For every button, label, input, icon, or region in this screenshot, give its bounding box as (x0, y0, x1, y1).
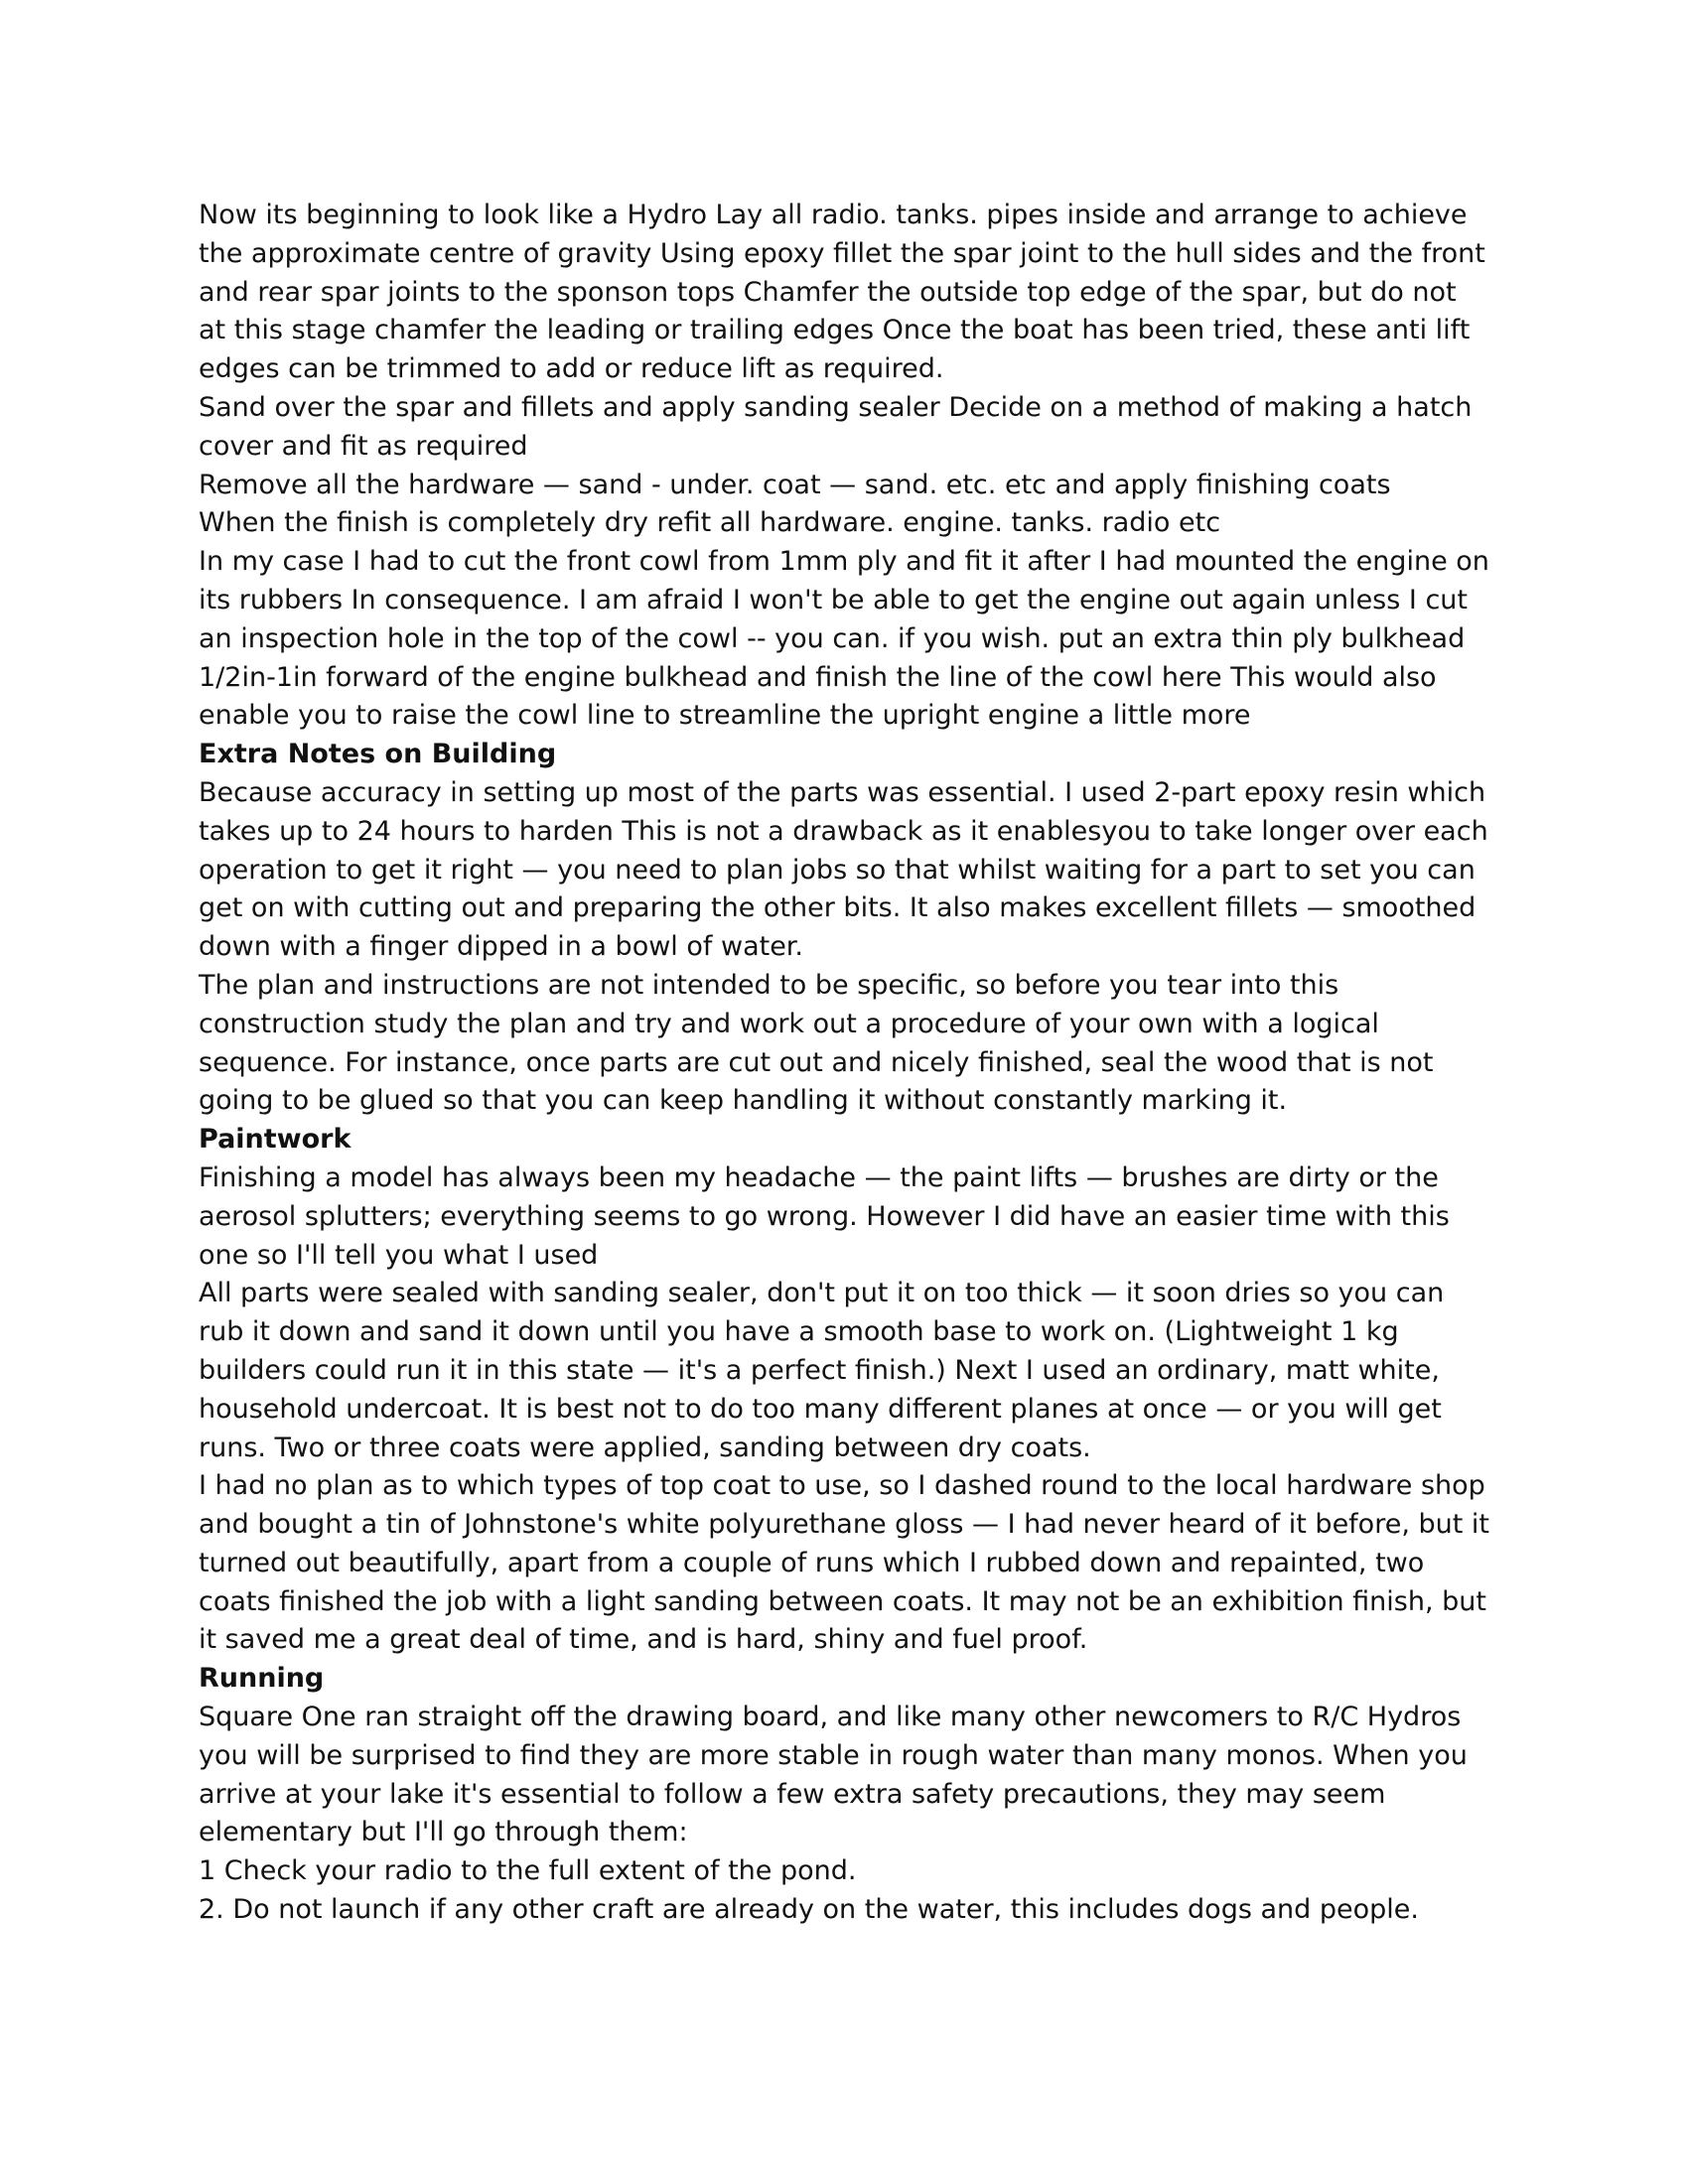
paragraph-epoxy-resin: Because accuracy in setting up most of the parts was essential. I used 2-part epoxy resin which takes up to 24 hours to harden This is not a drawback as it enablesyou to take longer over each operation to get it right — you need to plan jobs so that whilst waiting for a part to set you can get on with cutting out and preparing the other bits. It also makes excellent fillets — smoothed down with a finger dipped in a bowl of water. (199, 776, 1488, 963)
heading-extra-notes: Extra Notes on Building (199, 739, 557, 770)
paragraph-plan-instructions: The plan and instructions are not intended to be specific, so before you tear into this construction study the plan and try and work out a procedure of your own with a logical sequence. For instance, once parts are cut out and nicely finished, seal the wood that is not going to be glued so that you can keep handling it without constantly marking it. (199, 969, 1434, 1117)
paragraph-do-not-launch: 2. Do not launch if any other craft are already on the water, this includes dogs and people. (199, 1894, 1419, 1926)
paragraph-refit-hardware: When the finish is completely dry refit all hardware. engine. tanks. radio etc (199, 507, 1221, 539)
paragraph-top-coat: I had no plan as to which types of top coat to use, so I dashed round to the local hardware shop and bought a tin of Johnstone's white polyurethane gloss — I had never heard of it before, but it turned out beautifully, apart from a couple of runs which I rubbed down and repainted, two coats finished the job with a light sanding between coats. It may not be an exhibition finish, but it saved me a great deal of time, and is hard, shiny and fuel proof. (199, 1470, 1489, 1656)
paragraph-remove-hardware: Remove all the hardware — sand - under. coat — sand. etc. etc and apply finishing coats (199, 469, 1391, 500)
paragraph-hydro-layout: Now its beginning to look like a Hydro Lay all radio. tanks. pipes inside and arrange to achieve the approximate centre of gravity Using epoxy fillet the spar joint to the hull sides and the front and rear spar joints to the sponson tops Chamfer the outside top edge of the spar, but do not at this stage chamfer the leading or trailing edges Once the boat has been tried, these anti lift edges can be trimmed to add or reduce lift as required. (199, 200, 1485, 385)
paragraph-front-cowl: In my case I had to cut the front cowl from 1mm ply and fit it after I had mounted the engine on its rubbers In consequence. I am afraid I won't be able to get the engine out again unless I cut an inspection hole in the top of the cowl -- you can. if you wish. put an extra thin ply bulkhead 1/2in-1in forward of the engine bulkhead and finish the line of the cowl here This would also enable you to raise the cowl line to streamline the upright engine a little more (199, 546, 1489, 732)
heading-running: Running (199, 1663, 325, 1695)
paragraph-sanding-sealer: Sand over the spar and fillets and apply sanding sealer Decide on a method of making a hatch cover and fit as required (199, 391, 1473, 462)
heading-paintwork: Paintwork (199, 1124, 352, 1156)
paragraph-square-one: Square One ran straight off the drawing board, and like many other newcomers to R/C Hydros you will be surprised to find they are more stable in rough water than many monos. When you arrive at your lake it's essential to follow a few extra safety precautions, they may seem elementary but I'll go through them: (199, 1702, 1468, 1848)
paragraph-finishing-headache: Finishing a model has always been my headache — the paint lifts — brushes are dirty or the aerosol splutters; everything seems to go wrong. However I did have an easier time with this one so I'll tell you what I used (199, 1161, 1450, 1271)
paragraph-check-radio: 1 Check your radio to the full extent of the pond. (199, 1855, 857, 1887)
paragraph-sealer-undercoat: All parts were sealed with sanding sealer, don't put it on too thick — it soon dries so you can rub it down and sand it down until you have a smooth base to work on. (Lightweight 1 kg builders could run it in this state — it's a perfect finish.) Next I used an ordinary, matt white, household undercoat. It is best not to do too many different planes at once — or you will get runs. Two or three coats were applied, sanding between dry coats. (199, 1278, 1445, 1463)
document-page (199, 197, 1489, 1930)
